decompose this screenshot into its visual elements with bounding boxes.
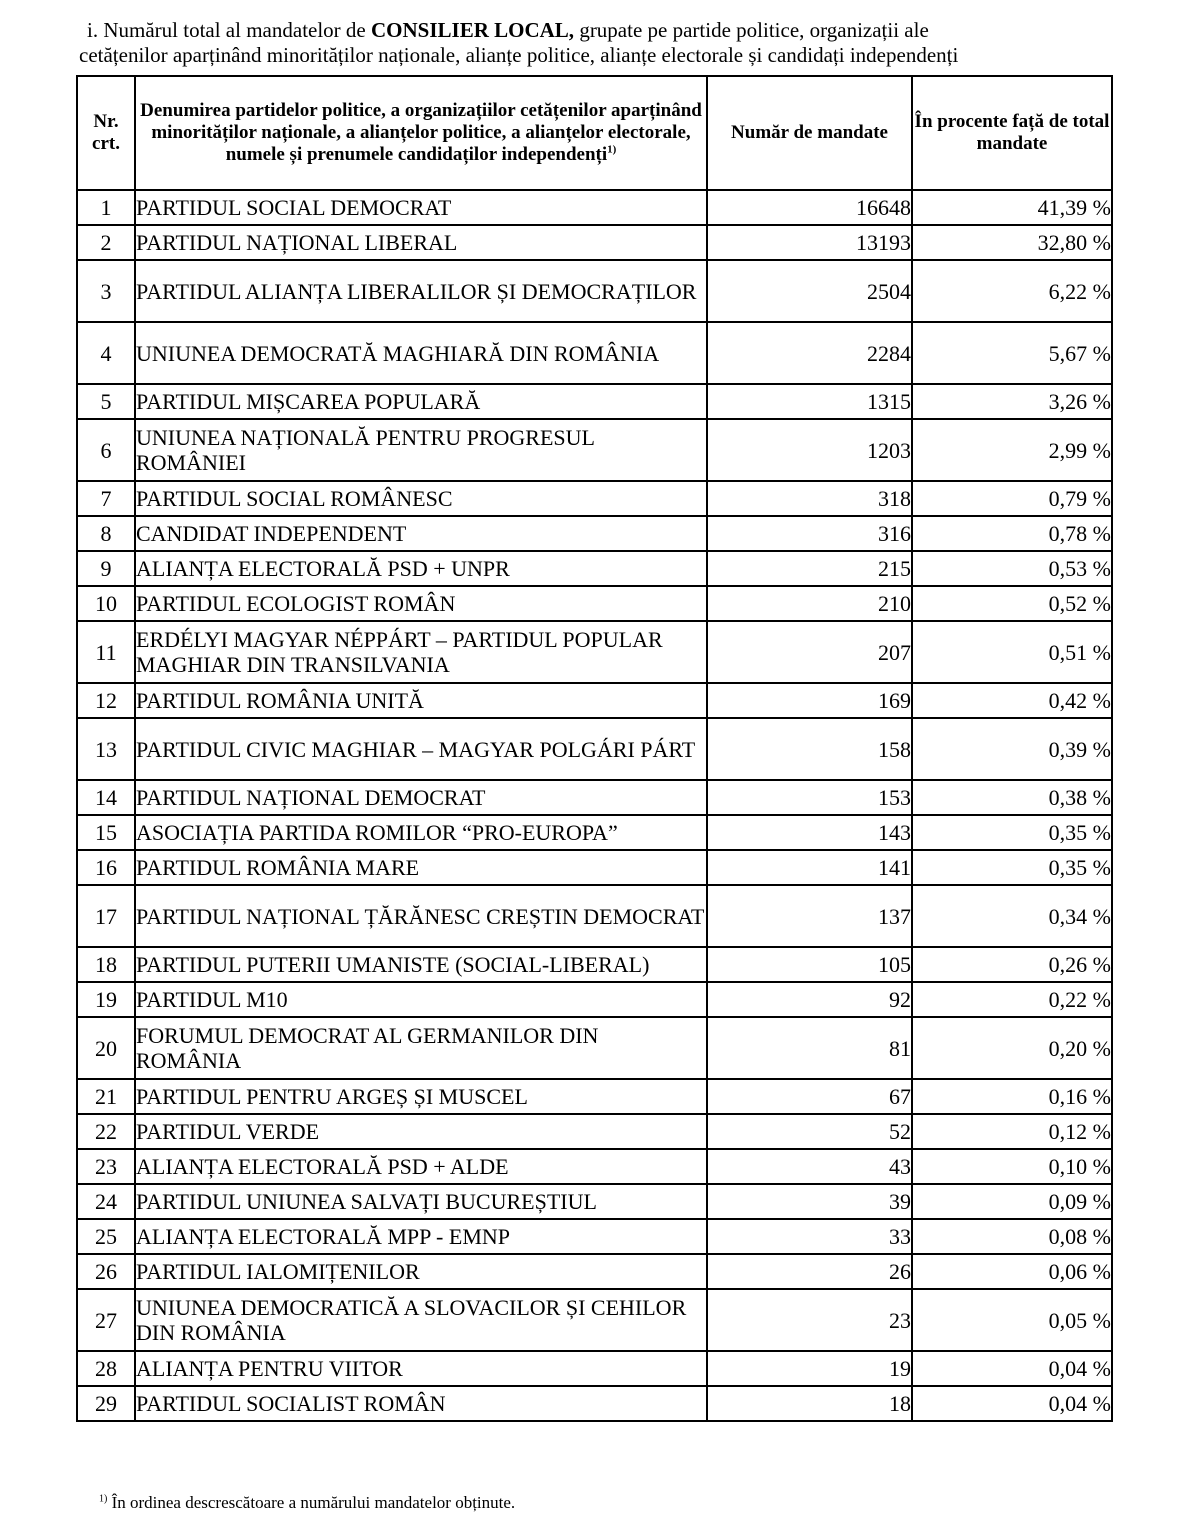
row-percent: 0,78 %: [912, 516, 1112, 551]
row-nr: 26: [77, 1254, 135, 1289]
row-mandates: 81: [707, 1017, 912, 1079]
row-mandates: 13193: [707, 225, 912, 260]
row-mandates: 2284: [707, 322, 912, 384]
row-name: PARTIDUL NAȚIONAL DEMOCRAT: [135, 780, 707, 815]
row-mandates: 33: [707, 1219, 912, 1254]
row-mandates: 92: [707, 982, 912, 1017]
row-mandates: 23: [707, 1289, 912, 1351]
row-mandates: 39: [707, 1184, 912, 1219]
row-percent: 5,67 %: [912, 322, 1112, 384]
table-row: [77, 586, 1112, 621]
row-name: ERDÉLYI MAGYAR NÉPPÁRT – PARTIDUL POPULAR MAGHIAR DIN TRANSILVANIA: [135, 621, 707, 683]
footnote: [99, 1493, 515, 1513]
row-mandates: 158: [707, 718, 912, 780]
table-row: [77, 1114, 1112, 1149]
table-body: [77, 190, 1112, 1421]
row-name: ASOCIAȚIA PARTIDA ROMILOR “PRO-EUROPA”: [135, 815, 707, 850]
row-nr: 24: [77, 1184, 135, 1219]
row-mandates: 318: [707, 481, 912, 516]
row-nr: 14: [77, 780, 135, 815]
intro-line-1: [79, 18, 1119, 43]
row-name: ALIANȚA ELECTORALĂ PSD + UNPR: [135, 551, 707, 586]
row-nr: 7: [77, 481, 135, 516]
row-name: PARTIDUL ECOLOGIST ROMÂN: [135, 586, 707, 621]
row-nr: 13: [77, 718, 135, 780]
table-row: [77, 419, 1112, 481]
row-name: PARTIDUL NAȚIONAL ȚĂRĂNESC CREȘTIN DEMOCRAT: [135, 885, 707, 947]
table-row: [77, 1184, 1112, 1219]
row-percent: 0,04 %: [912, 1351, 1112, 1386]
row-percent: 32,80 %: [912, 225, 1112, 260]
table-row: [77, 621, 1112, 683]
row-nr: 22: [77, 1114, 135, 1149]
table-row: [77, 718, 1112, 780]
row-name: PARTIDUL VERDE: [135, 1114, 707, 1149]
row-percent: 0,10 %: [912, 1149, 1112, 1184]
intro-line-2: cetățenilor aparținând minorităților naționale, alianțe politice, alianțe electorale și candidați independenți: [79, 43, 959, 67]
row-mandates: 2504: [707, 260, 912, 322]
row-percent: 0,38 %: [912, 780, 1112, 815]
row-nr: 25: [77, 1219, 135, 1254]
row-mandates: 153: [707, 780, 912, 815]
row-percent: 0,05 %: [912, 1289, 1112, 1351]
row-percent: 0,12 %: [912, 1114, 1112, 1149]
row-percent: 0,08 %: [912, 1219, 1112, 1254]
row-nr: 27: [77, 1289, 135, 1351]
row-nr: 4: [77, 322, 135, 384]
row-percent: 0,16 %: [912, 1079, 1112, 1114]
row-name: PARTIDUL SOCIALIST ROMÂN: [135, 1386, 707, 1421]
header-mandates: Număr de mandate: [707, 76, 912, 190]
row-percent: 0,35 %: [912, 850, 1112, 885]
intro-bold: CONSILIER LOCAL,: [371, 18, 575, 42]
row-percent: 0,42 %: [912, 683, 1112, 718]
row-nr: 1: [77, 190, 135, 225]
table-row: [77, 815, 1112, 850]
row-name: PARTIDUL IALOMIȚENILOR: [135, 1254, 707, 1289]
row-mandates: 26: [707, 1254, 912, 1289]
row-mandates: 215: [707, 551, 912, 586]
row-mandates: 43: [707, 1149, 912, 1184]
header-footnote-marker: 1): [607, 143, 617, 156]
table-row: [77, 780, 1112, 815]
header-nr: Nr. crt.: [77, 76, 135, 190]
row-mandates: 141: [707, 850, 912, 885]
table-row: [77, 1149, 1112, 1184]
row-mandates: 16648: [707, 190, 912, 225]
row-name: PARTIDUL SOCIAL DEMOCRAT: [135, 190, 707, 225]
row-mandates: 207: [707, 621, 912, 683]
mandates-table: [76, 75, 1113, 1422]
table-row: [77, 260, 1112, 322]
row-mandates: 210: [707, 586, 912, 621]
table-row: [77, 225, 1112, 260]
table-row: [77, 1219, 1112, 1254]
row-name: PARTIDUL MIȘCAREA POPULARĂ: [135, 384, 707, 419]
table-row: [77, 1254, 1112, 1289]
row-nr: 3: [77, 260, 135, 322]
row-percent: 0,20 %: [912, 1017, 1112, 1079]
row-mandates: 143: [707, 815, 912, 850]
row-mandates: 316: [707, 516, 912, 551]
row-nr: 17: [77, 885, 135, 947]
row-percent: 0,22 %: [912, 982, 1112, 1017]
table-row: [77, 982, 1112, 1017]
row-percent: 0,52 %: [912, 586, 1112, 621]
header-name: Denumirea partidelor politice, a organizațiilor cetățenilor aparținând minorităților naționale, a alianțelor politice, a alianțelor electorale, numele și prenumele candidaților independenți$^{1)}$: [135, 76, 707, 190]
row-mandates: 1315: [707, 384, 912, 419]
row-percent: 2,99 %: [912, 419, 1112, 481]
row-percent: 0,35 %: [912, 815, 1112, 850]
row-name: UNIUNEA DEMOCRATĂ MAGHIARĂ DIN ROMÂNIA: [135, 322, 707, 384]
row-name: PARTIDUL M10: [135, 982, 707, 1017]
row-nr: 6: [77, 419, 135, 481]
row-nr: 11: [77, 621, 135, 683]
row-nr: 21: [77, 1079, 135, 1114]
row-name: PARTIDUL SOCIAL ROMÂNESC: [135, 481, 707, 516]
row-name: PARTIDUL UNIUNEA SALVAȚI BUCUREȘTIUL: [135, 1184, 707, 1219]
row-mandates: 169: [707, 683, 912, 718]
row-percent: 0,79 %: [912, 481, 1112, 516]
table-row: [77, 947, 1112, 982]
table-row: [77, 1386, 1112, 1421]
row-name: ALIANȚA PENTRU VIITOR: [135, 1351, 707, 1386]
row-nr: 29: [77, 1386, 135, 1421]
row-name: CANDIDAT INDEPENDENT: [135, 516, 707, 551]
row-name: ALIANȚA ELECTORALĂ PSD + ALDE: [135, 1149, 707, 1184]
row-nr: 20: [77, 1017, 135, 1079]
row-mandates: 137: [707, 885, 912, 947]
row-nr: 9: [77, 551, 135, 586]
table-row: [77, 1289, 1112, 1351]
row-nr: 16: [77, 850, 135, 885]
intro-heading: [79, 18, 1119, 68]
row-name: ALIANȚA ELECTORALĂ MPP - EMNP: [135, 1219, 707, 1254]
row-nr: 19: [77, 982, 135, 1017]
row-name: UNIUNEA NAȚIONALĂ PENTRU PROGRESUL ROMÂNIEI: [135, 419, 707, 481]
row-nr: 28: [77, 1351, 135, 1386]
row-percent: 41,39 %: [912, 190, 1112, 225]
row-percent: 0,39 %: [912, 718, 1112, 780]
row-percent: 0,34 %: [912, 885, 1112, 947]
row-name: PARTIDUL CIVIC MAGHIAR – MAGYAR POLGÁRI PÁRT: [135, 718, 707, 780]
footnote-marker: 1): [99, 1493, 108, 1505]
table-row: [77, 1351, 1112, 1386]
row-nr: 2: [77, 225, 135, 260]
table-row: [77, 322, 1112, 384]
row-mandates: 67: [707, 1079, 912, 1114]
intro-prefix: i. Numărul total al mandatelor de: [87, 18, 371, 42]
header-percent: În procente față de total mandate: [912, 76, 1112, 190]
row-mandates: 105: [707, 947, 912, 982]
row-percent: 0,04 %: [912, 1386, 1112, 1421]
row-nr: 15: [77, 815, 135, 850]
row-nr: 18: [77, 947, 135, 982]
table-row: [77, 885, 1112, 947]
row-percent: 0,06 %: [912, 1254, 1112, 1289]
table-row: [77, 1079, 1112, 1114]
row-name: PARTIDUL PUTERII UMANISTE (SOCIAL-LIBERAL): [135, 947, 707, 982]
row-percent: 0,09 %: [912, 1184, 1112, 1219]
row-name: PARTIDUL NAȚIONAL LIBERAL: [135, 225, 707, 260]
row-nr: 8: [77, 516, 135, 551]
table-row: [77, 481, 1112, 516]
row-percent: 0,26 %: [912, 947, 1112, 982]
table-header-row: [77, 76, 1112, 190]
row-mandates: 52: [707, 1114, 912, 1149]
row-percent: 0,53 %: [912, 551, 1112, 586]
row-nr: 12: [77, 683, 135, 718]
row-nr: 5: [77, 384, 135, 419]
row-name: PARTIDUL ROMÂNIA MARE: [135, 850, 707, 885]
footnote-text: În ordinea descrescătoare a numărului mandatelor obținute.: [107, 1493, 516, 1512]
row-nr: 10: [77, 586, 135, 621]
row-percent: 0,51 %: [912, 621, 1112, 683]
row-nr: 23: [77, 1149, 135, 1184]
row-name: UNIUNEA DEMOCRATICĂ A SLOVACILOR ȘI CEHILOR DIN ROMÂNIA: [135, 1289, 707, 1351]
row-mandates: 18: [707, 1386, 912, 1421]
table-row: [77, 551, 1112, 586]
intro-suffix: grupate pe partide politice, organizații ale: [574, 18, 929, 42]
row-mandates: 1203: [707, 419, 912, 481]
table-row: [77, 683, 1112, 718]
row-mandates: 19: [707, 1351, 912, 1386]
table-row: [77, 190, 1112, 225]
table-row: [77, 1017, 1112, 1079]
row-name: PARTIDUL PENTRU ARGEȘ ȘI MUSCEL: [135, 1079, 707, 1114]
table-row: [77, 516, 1112, 551]
row-name: PARTIDUL ALIANȚA LIBERALILOR ȘI DEMOCRAȚILOR: [135, 260, 707, 322]
table-row: [77, 384, 1112, 419]
row-percent: 6,22 %: [912, 260, 1112, 322]
row-name: FORUMUL DEMOCRAT AL GERMANILOR DIN ROMÂNIA: [135, 1017, 707, 1079]
row-name: PARTIDUL ROMÂNIA UNITĂ: [135, 683, 707, 718]
row-percent: 3,26 %: [912, 384, 1112, 419]
table-row: [77, 850, 1112, 885]
